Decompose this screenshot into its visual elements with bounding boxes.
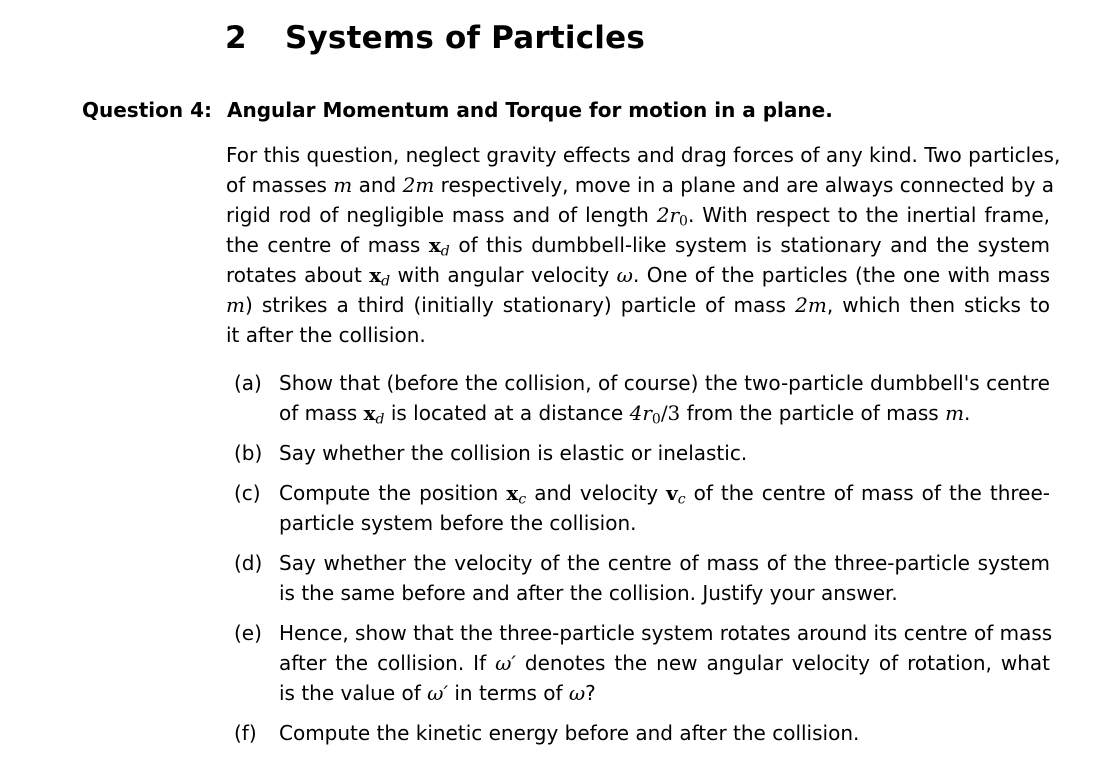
- math-subscript: 0: [651, 411, 661, 428]
- intro-line: [226, 320, 1050, 350]
- intro-text: , which then sticks to: [826, 293, 1050, 317]
- part-text: [279, 618, 1053, 708]
- intro-text: ) strikes a third (initially stationary) particle of mass: [244, 293, 796, 317]
- math-x: x: [363, 401, 376, 425]
- math-m: m: [333, 173, 353, 197]
- part-line: [279, 548, 1050, 578]
- part-line: [279, 478, 1050, 508]
- part-label: (e): [234, 621, 262, 645]
- question-title: Angular Momentum and Torque for motion in a plane.: [227, 98, 833, 122]
- section-title: Systems of Particles: [285, 20, 645, 56]
- part-line: [279, 648, 1050, 678]
- intro-text: and: [352, 173, 403, 197]
- part-text: [279, 368, 1050, 428]
- math-x: x: [506, 481, 519, 505]
- part-label: (b): [234, 441, 263, 465]
- question-part-a: [234, 368, 1050, 428]
- math-m: m: [945, 401, 965, 425]
- part-label: (f): [234, 721, 257, 745]
- part-text-segment: ?: [585, 681, 596, 705]
- intro-text: with angular velocity: [390, 263, 617, 287]
- math-omega: ω: [616, 263, 633, 287]
- part-line: [279, 398, 1050, 428]
- part-text-segment: and velocity: [526, 481, 667, 505]
- math-omega: ω: [568, 681, 586, 705]
- intro-line: [226, 200, 1050, 230]
- part-text-segment: particle system before the collision.: [279, 511, 637, 535]
- part-line: [279, 618, 1053, 648]
- intro-line: [226, 170, 1055, 200]
- question-part-d: [234, 548, 1050, 608]
- question-parts-list: [234, 368, 1053, 758]
- part-text-segment: after the collision. If: [279, 651, 496, 675]
- part-text-segment: of the centre of mass of the three-: [685, 481, 1050, 505]
- part-line: [279, 718, 1050, 748]
- section-number: 2: [225, 20, 247, 56]
- part-text: [279, 548, 1050, 608]
- part-text-segment: denotes the new angular velocity of rotation, what: [515, 651, 1051, 675]
- part-label: (d): [234, 551, 263, 575]
- intro-text: . With respect to the inertial frame,: [687, 203, 1050, 227]
- question-part-b: [234, 438, 1050, 468]
- intro-text: respectively, move in a plane and are always connected by a: [434, 173, 1055, 197]
- part-text-segment: of mass: [279, 401, 364, 425]
- math-subscript: 0: [679, 213, 688, 230]
- intro-line: [226, 290, 1050, 320]
- intro-line: [226, 260, 1050, 290]
- question-label: Question 4:: [82, 98, 212, 122]
- math-subscript: d: [381, 273, 391, 290]
- part-text-segment: in terms of: [448, 681, 569, 705]
- section-heading: [225, 20, 645, 56]
- math-subscript: d: [375, 411, 385, 428]
- math-2m: 2m: [795, 293, 827, 317]
- intro-text: of this dumbbell-like system is stationary and the system: [449, 233, 1050, 257]
- part-label: (c): [234, 481, 261, 505]
- part-text-segment: Say whether the velocity of the centre of mass of the three-particle system: [279, 551, 1050, 575]
- part-text: [279, 718, 1050, 748]
- part-text-segment: Compute the kinetic energy before and after the collision.: [279, 721, 860, 745]
- part-text-segment: is the value of: [279, 681, 428, 705]
- math-omega-prime: ω′: [427, 681, 448, 705]
- part-line: [279, 368, 1050, 398]
- math-subscript: c: [518, 491, 527, 508]
- part-line: [279, 508, 1050, 538]
- part-label: (a): [234, 371, 262, 395]
- intro-line: [226, 140, 1061, 170]
- part-line: [279, 438, 1050, 468]
- math-x: x: [428, 233, 441, 257]
- question-part-f: [234, 718, 1050, 748]
- part-line: [279, 678, 1050, 708]
- part-text-segment: Compute the position: [279, 481, 507, 505]
- math-subscript: c: [677, 491, 686, 508]
- question-part-e: [234, 618, 1053, 708]
- part-text-segment: from the particle of mass: [680, 401, 946, 425]
- part-text-segment: Say whether the collision is elastic or inelastic.: [279, 441, 748, 465]
- part-text-segment: is the same before and after the collision. Justify your answer.: [279, 581, 898, 605]
- part-line: [279, 578, 1050, 608]
- math-2r: 2r: [656, 203, 680, 227]
- part-text: [279, 478, 1050, 538]
- intro-text: of masses: [226, 173, 334, 197]
- math-fraction: /3: [660, 401, 681, 425]
- math-2m: 2m: [402, 173, 435, 197]
- intro-line: [226, 230, 1050, 260]
- part-text-segment: is located at a distance: [384, 401, 630, 425]
- intro-text: rotates about: [226, 263, 370, 287]
- intro-text: . One of the particles (the one with mass: [632, 263, 1050, 287]
- math-omega-prime: ω′: [495, 651, 516, 675]
- part-text: [279, 438, 1050, 468]
- question-heading: [82, 98, 833, 122]
- question-intro: [226, 140, 1061, 350]
- part-text-segment: Hence, show that the three-particle system rotates around its centre of mass: [279, 621, 1053, 645]
- math-m: m: [226, 293, 245, 317]
- math-x: x: [369, 263, 382, 287]
- question-part-c: [234, 478, 1050, 538]
- part-text-segment: Show that (before the collision, of course) the two-particle dumbbell's centre: [279, 371, 1050, 395]
- intro-text: the centre of mass: [226, 233, 429, 257]
- math-4r: 4r: [629, 401, 652, 425]
- intro-text: rigid rod of negligible mass and of length: [226, 203, 657, 227]
- intro-text: For this question, neglect gravity effects and drag forces of any kind. Two particles,: [226, 143, 1061, 167]
- intro-text: it after the collision.: [226, 323, 426, 347]
- math-v: v: [666, 481, 678, 505]
- math-subscript: d: [440, 243, 450, 260]
- part-text-segment: .: [964, 401, 971, 425]
